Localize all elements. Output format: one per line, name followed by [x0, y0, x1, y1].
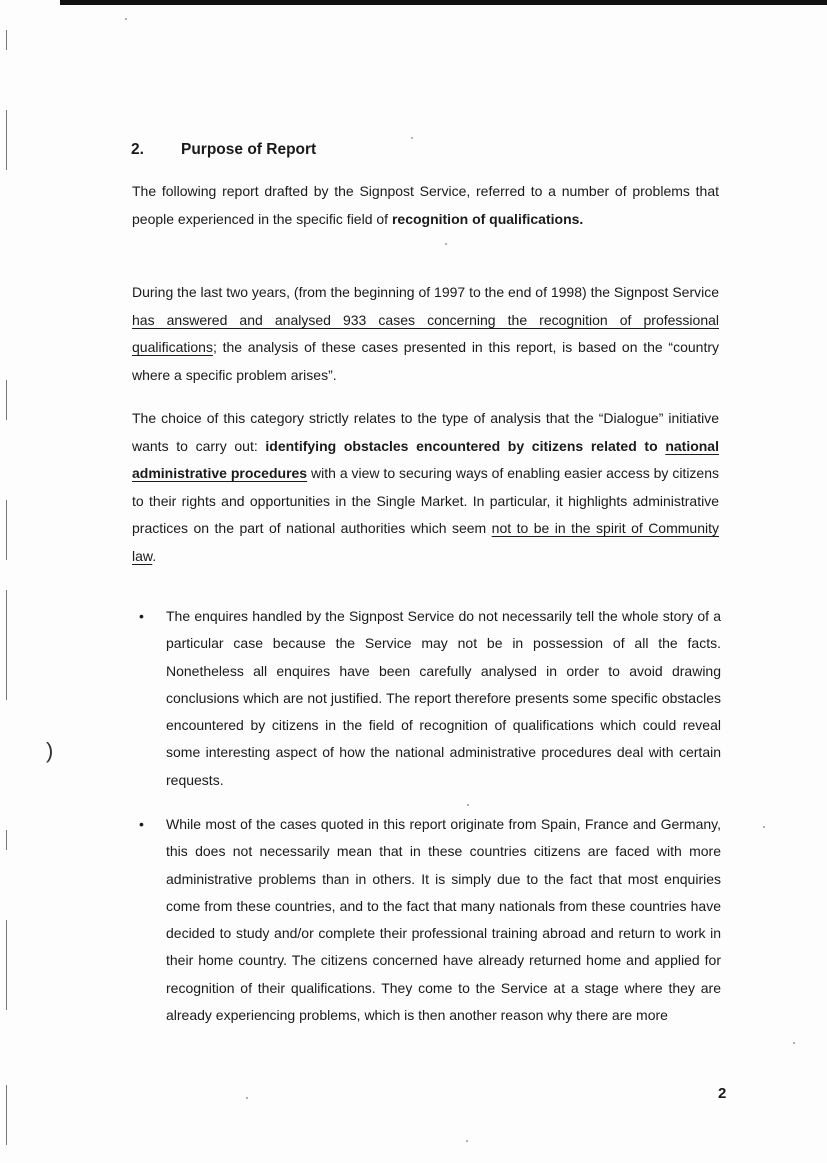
bullet-list [133, 811, 721, 1029]
bold-underlined-phrase: national administrative procedures [132, 437, 719, 481]
scan-top-edge [60, 0, 827, 5]
scan-speck [411, 137, 413, 139]
paragraph-cases [132, 279, 719, 389]
bullet-text: While most of the cases quoted in this report originate from Spain, France and Germany, this does not necessarily mean that in these countries citizens are faced with more administrative problems than in others. It is simply due to the fact that most enquiries come from these countries, and to the fact that many nationals from these countries have decided to study and/or complete their professional training abroad and return to work in their home country. The citizens concerned have already returned home and applied for recognition of their qualifications. They come to the Service at a stage where they are already experiencing problems, which is then another reason why there are more [166, 816, 721, 1024]
scan-margin-mark [6, 380, 7, 420]
scan-speck [466, 1140, 468, 1142]
scan-speck [793, 1042, 795, 1044]
scan-speck [246, 1097, 248, 1099]
paragraph-text: The choice of this category strictly relates to the type of analysis that the “Dialogue” initiative wants to carry out: [132, 410, 719, 454]
bullet-item [133, 603, 721, 794]
bullet-text: The enquires handled by the Signpost Service do not necessarily tell the whole story of a particular case because the Service may not be in possession of all the facts. Nonetheless all enquires have been carefully analysed in order to avoid drawing conclusions which are not justified. The report therefore presents some specific obstacles encountered by citizens in the field of recognition of qualifications which could reveal some interesting aspect of how the national administrative procedures deal with certain requests. [166, 608, 721, 788]
scan-margin-mark [6, 1085, 7, 1145]
scan-margin-mark [6, 590, 7, 700]
section-number: 2. [131, 141, 144, 158]
paragraph-dialogue [132, 405, 719, 570]
bullet-symbol: • [139, 816, 144, 832]
underlined-phrase: not to be in the spirit of Community law [132, 520, 719, 564]
paragraph-text: with a view to securing ways of enabling easier access by citizens to their rights and opportunities in the Single Market. In particular, it highlights administrative practices on the part of national authorities which seem [132, 465, 720, 536]
scan-speck [467, 804, 469, 806]
bullet-item [133, 811, 721, 1029]
scan-margin-mark [6, 830, 7, 850]
page-number: 2 [718, 1085, 727, 1102]
paragraph-text: During the last two years, (from the beginning of 1997 to the end of 1998) the Signpost Service [132, 284, 719, 300]
scan-margin-mark [6, 30, 7, 50]
bullet-symbol: • [139, 608, 144, 624]
scan-margin-mark [6, 920, 7, 1010]
scan-speck [763, 826, 765, 828]
bold-phrase: recognition of qualifications. [391, 210, 584, 227]
scan-mark-paren: ) [46, 738, 54, 763]
paragraph-text: The following report drafted by the Signpost Service, referred to a number of problems that people experienced in the specific field of [132, 183, 719, 227]
paragraph-text: . [152, 547, 157, 564]
scan-speck [445, 243, 447, 245]
scan-speck [125, 18, 127, 20]
bullet-list [133, 603, 721, 794]
paragraph-text: ; the analysis of these cases presented in this report, is based on the “country where a specific problem arises”. [132, 339, 719, 383]
bold-phrase: identifying obstacles encountered by citizens related to [265, 437, 666, 454]
scan-margin-mark [6, 110, 7, 170]
scan-margin-mark [6, 500, 7, 560]
section-title: Purpose of Report [181, 141, 317, 158]
section-heading [131, 141, 316, 159]
paragraph-intro [132, 178, 719, 233]
underlined-phrase: has answered and analysed 933 cases concerning the recognition of professional qualifications [132, 311, 719, 355]
